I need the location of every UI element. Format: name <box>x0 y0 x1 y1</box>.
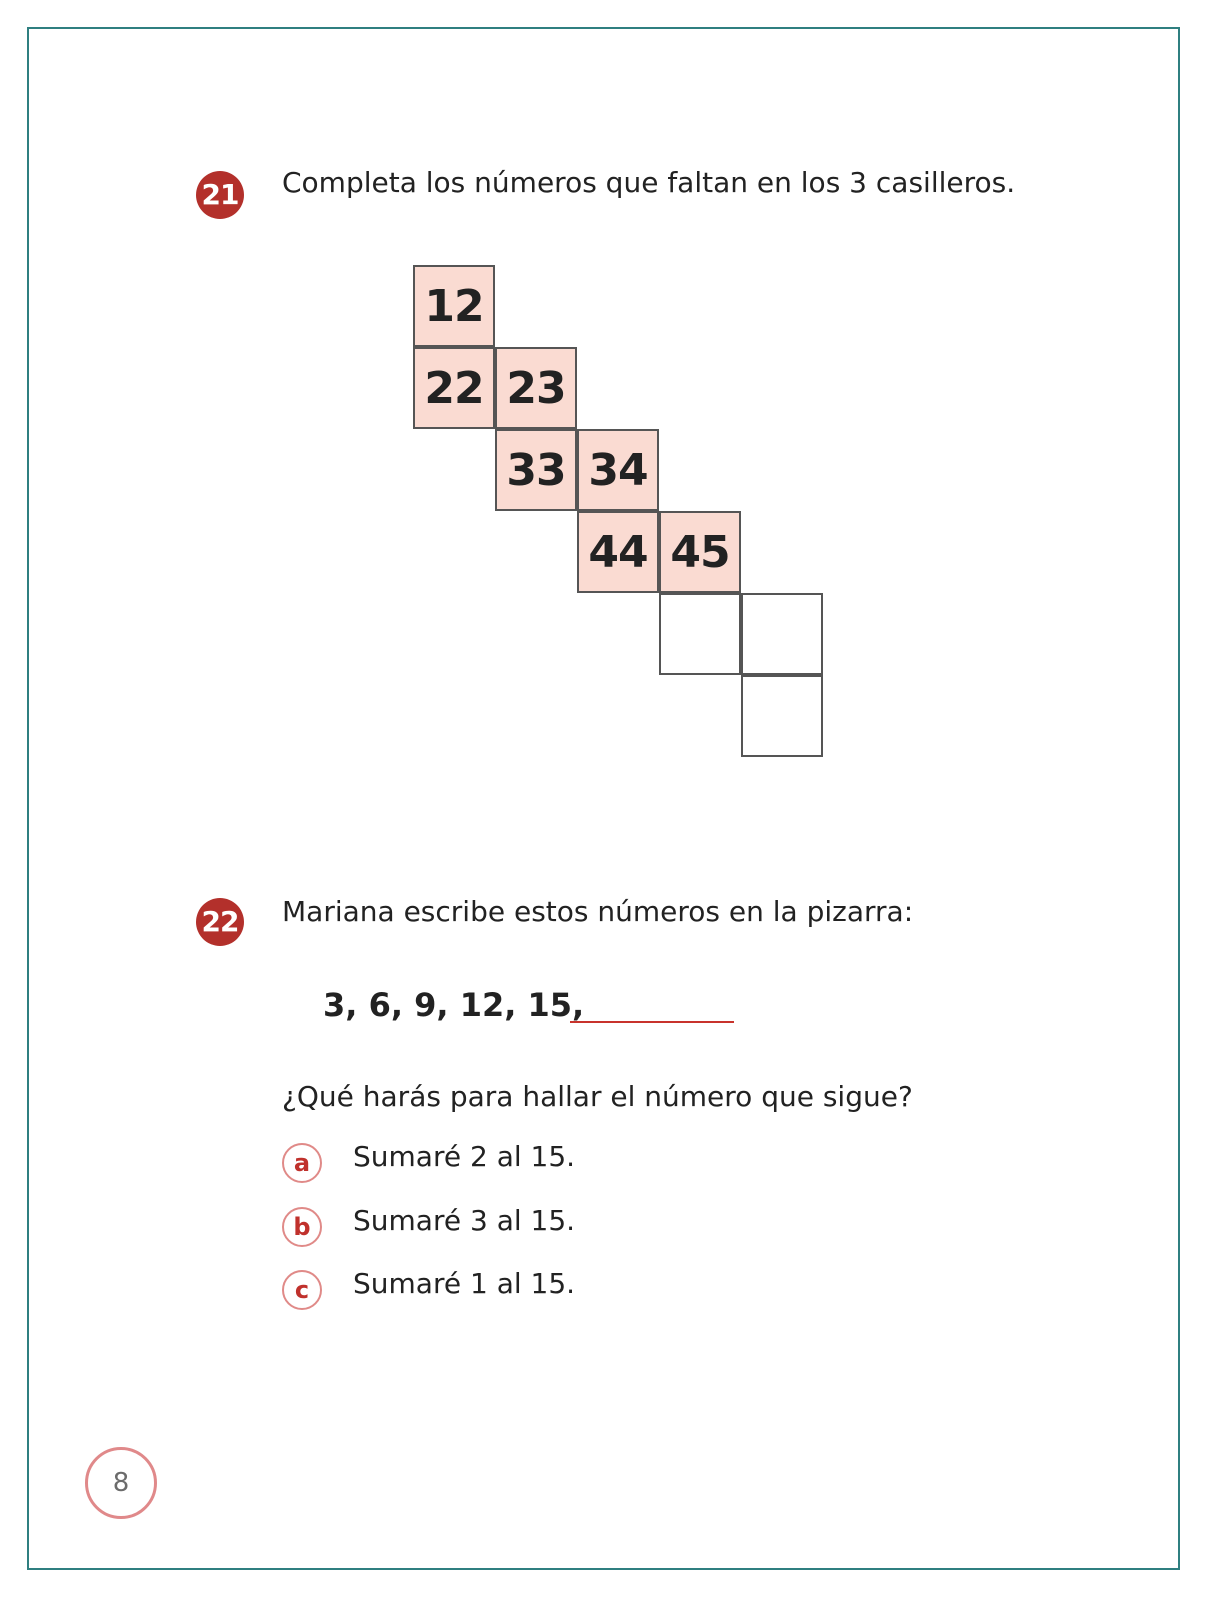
question-22-prompt: Mariana escribe estos números en la pizarra: <box>282 895 914 928</box>
question-22-subquestion: ¿Qué harás para hallar el número que sigue? <box>282 1080 913 1113</box>
page-frame <box>27 27 1180 1570</box>
grid-cell: 12 <box>413 265 495 347</box>
empty-answer-cell[interactable] <box>741 675 823 757</box>
option-a-text: Sumaré 2 al 15. <box>353 1140 576 1173</box>
grid-cell: 23 <box>495 347 577 429</box>
answer-blank-line[interactable] <box>570 1021 734 1023</box>
empty-answer-cell[interactable] <box>741 593 823 675</box>
grid-cell: 33 <box>495 429 577 511</box>
empty-answer-cell[interactable] <box>659 593 741 675</box>
grid-cell: 34 <box>577 429 659 511</box>
grid-cell: 44 <box>577 511 659 593</box>
page-number: 8 <box>85 1447 157 1519</box>
option-c-text: Sumaré 1 al 15. <box>353 1267 576 1300</box>
grid-cell: 45 <box>659 511 741 593</box>
question-21-prompt: Completa los números que faltan en los 3 casilleros. <box>282 166 1016 199</box>
question-21-badge: 21 <box>196 171 244 219</box>
question-22-badge: 22 <box>196 898 244 946</box>
option-b-letter[interactable]: b <box>282 1207 322 1247</box>
number-sequence: 3, 6, 9, 12, 15, <box>323 986 585 1024</box>
option-a-letter[interactable]: a <box>282 1143 322 1183</box>
grid-cell: 22 <box>413 347 495 429</box>
option-c-letter[interactable]: c <box>282 1270 322 1310</box>
option-b-text: Sumaré 3 al 15. <box>353 1204 576 1237</box>
